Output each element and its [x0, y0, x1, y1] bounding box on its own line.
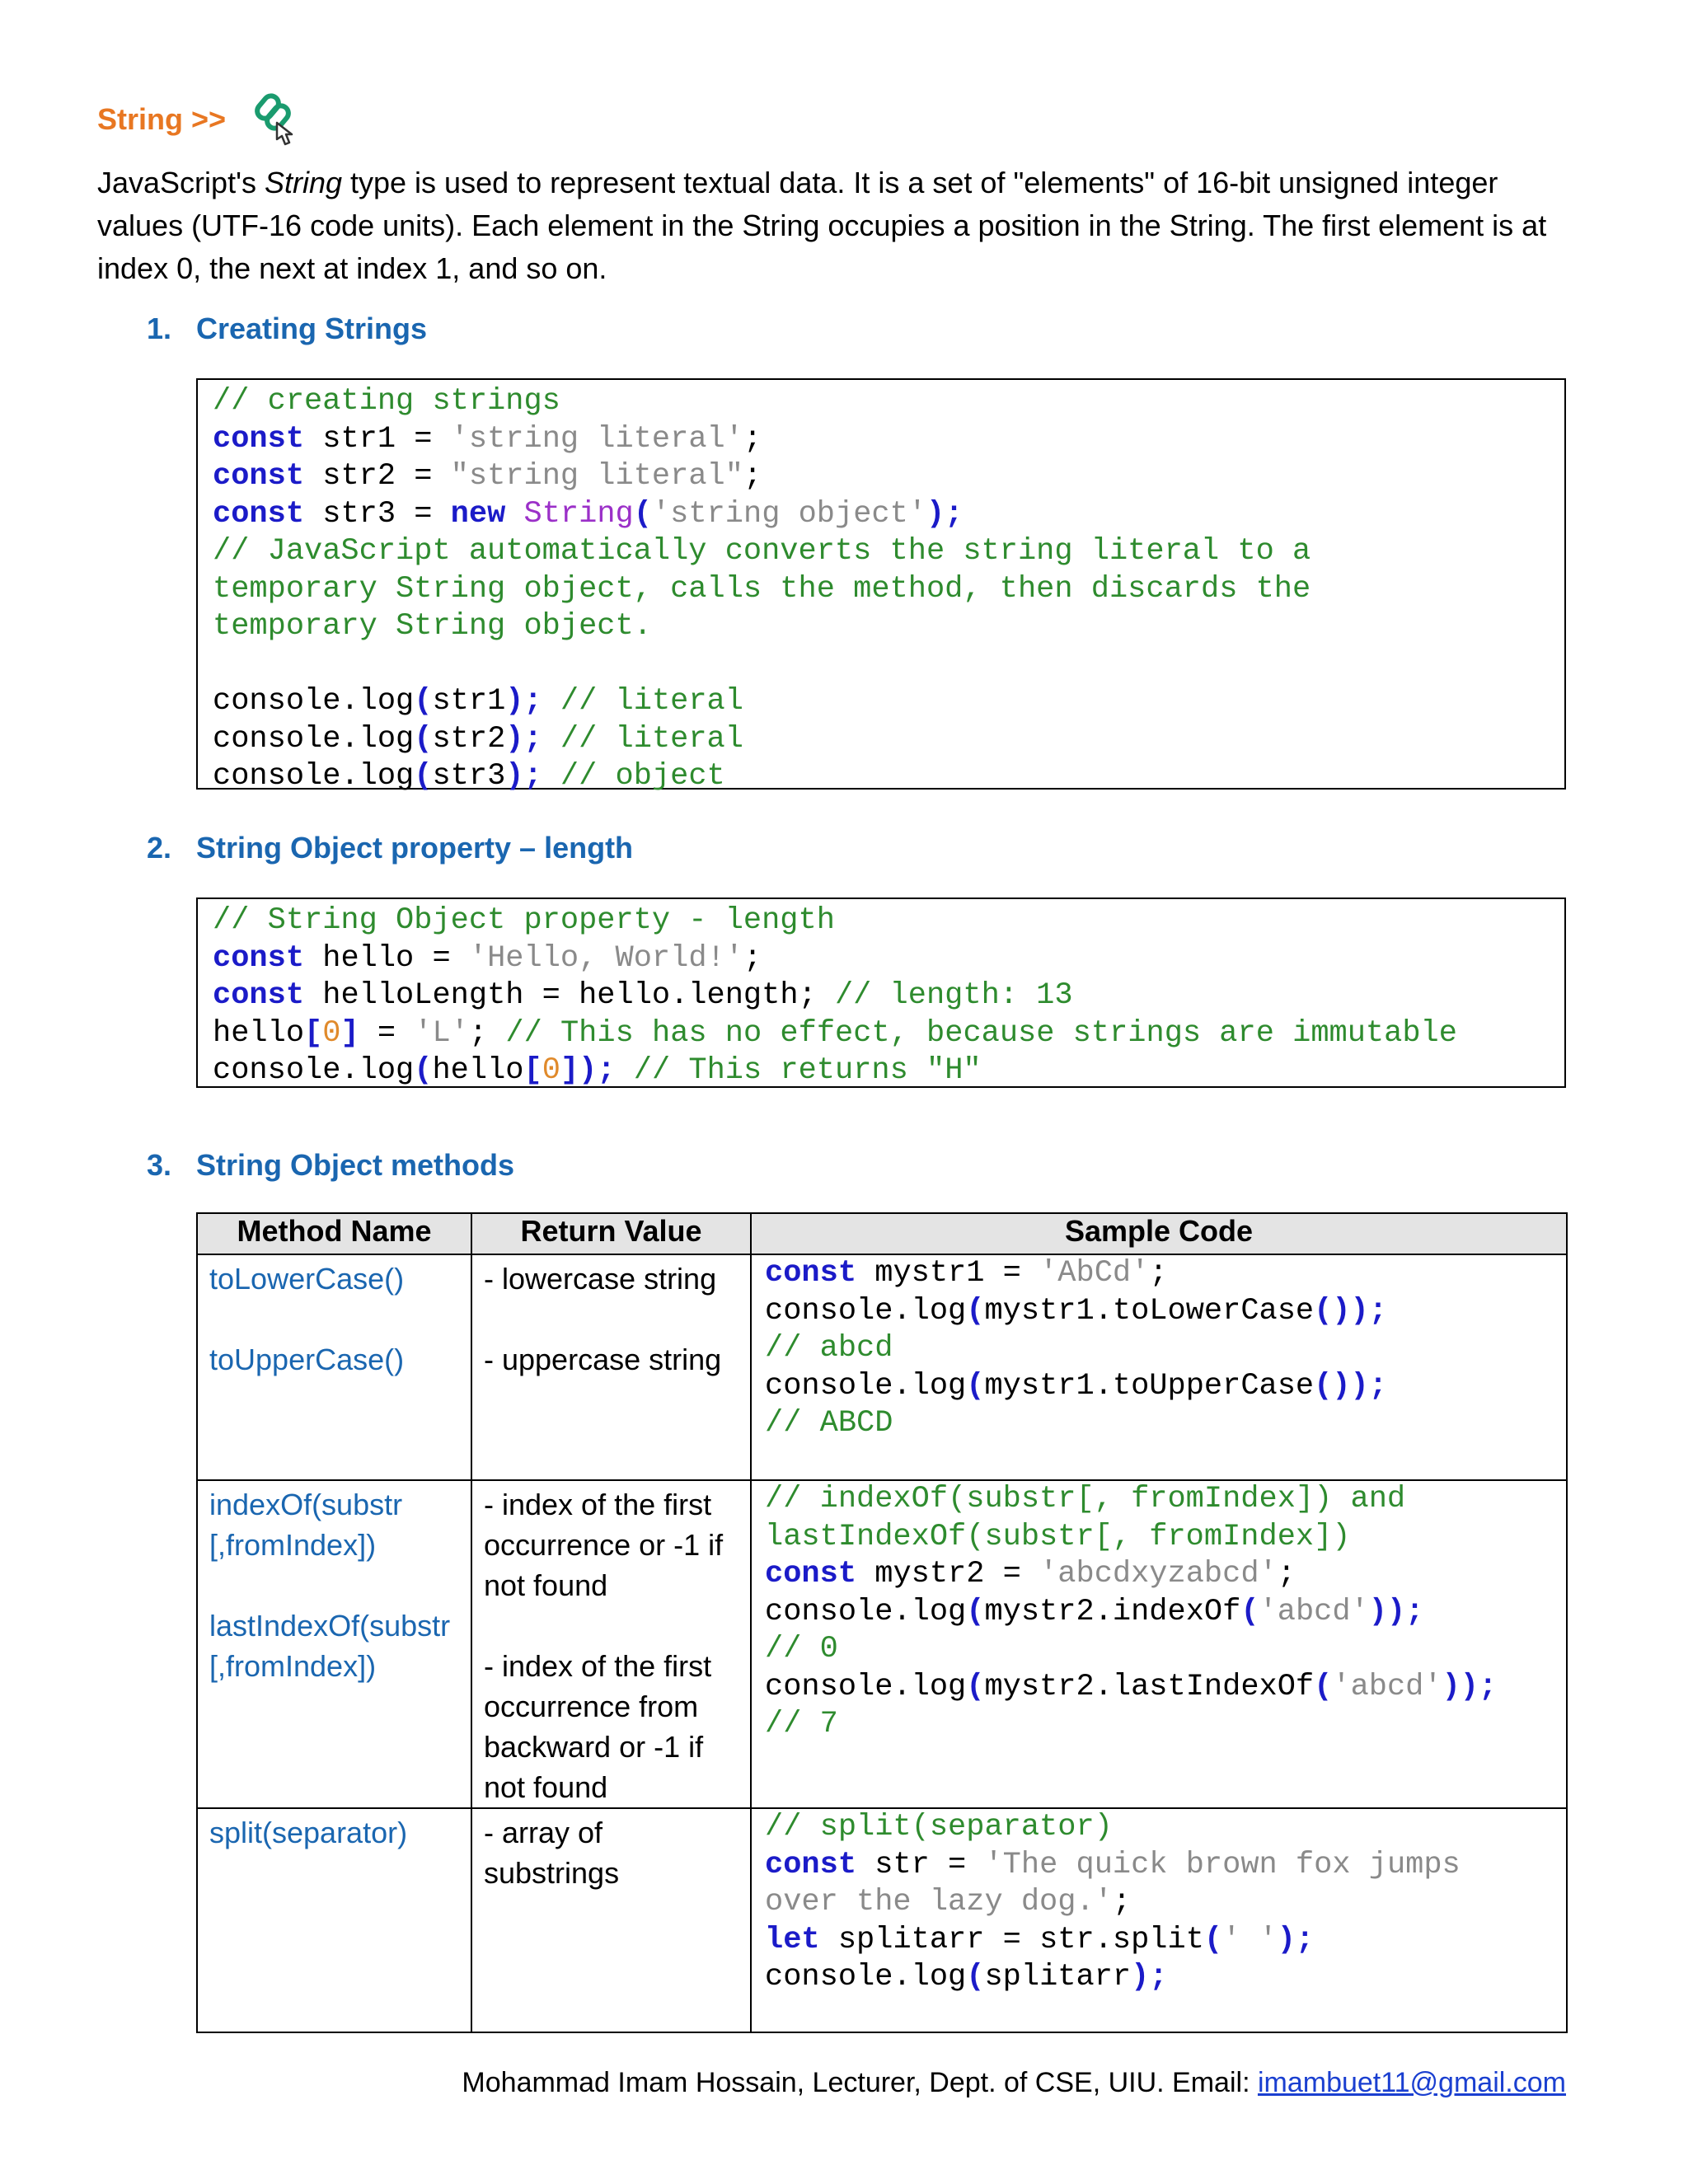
return-value: - index of the first: [484, 1488, 712, 1521]
footer-text: Mohammad Imam Hossain, Lecturer, Dept. of CSE, UIU. Email:: [462, 2067, 1258, 2098]
method-name: indexOf(substr: [209, 1488, 403, 1521]
section-number: 2.: [147, 831, 172, 865]
return-value: not found: [484, 1770, 608, 1804]
return-value: occurrence from: [484, 1690, 699, 1723]
method-name: [,fromIndex]): [209, 1528, 377, 1562]
return-value: - uppercase string: [484, 1343, 722, 1376]
return-value: - array of: [484, 1816, 603, 1849]
return-value: backward or -1 if: [484, 1730, 704, 1764]
method-name: toUpperCase(): [209, 1343, 405, 1376]
column-header-return-value: Return Value: [471, 1213, 751, 1254]
intro-text-start: JavaScript's: [97, 166, 265, 199]
section-heading-methods: [147, 1148, 514, 1183]
return-value-cell: [471, 1254, 751, 1480]
return-value: substrings: [484, 1856, 620, 1890]
return-value: - index of the first: [484, 1649, 712, 1683]
method-name: split(separator): [209, 1816, 408, 1849]
sample-code-cell: [751, 1808, 1567, 2032]
intro-text-end: type is used to represent textual data. It is a set of "elements" of 16-bit unsigned integer values (UTF-16 code units). Each element in the String occupies a position in the String. The first element is at index 0, the next at index 1, and so on.: [97, 166, 1547, 285]
return-value: not found: [484, 1568, 608, 1602]
section-heading-creating-strings: [147, 312, 427, 346]
return-value-cell: [471, 1480, 751, 1808]
return-value: - lowercase string: [484, 1262, 717, 1296]
section-heading-length: [147, 831, 633, 865]
code-block-creating-strings: [196, 378, 1566, 794]
page-title: String >>: [97, 102, 227, 136]
methods-table: [196, 1212, 1568, 2033]
code-block-length: [196, 898, 1566, 1088]
section-title: String Object methods: [196, 1148, 515, 1182]
code-listing: // creating strings const str1 = 'string literal'; const str2 = "string literal"; const str3 = new String('string object'); // JavaScript automatically converts the string literal to a temporary String object, calls the method, then discards the temporary String object. console.log(str1); // literal console.log(str2); // literal console.log(str3); // object: [213, 384, 1311, 794]
method-name: toLowerCase(): [209, 1262, 405, 1296]
table-row: [197, 1254, 1567, 1480]
page-header: [97, 82, 303, 157]
table-header-row: [197, 1213, 1567, 1254]
sample-code-cell: [751, 1480, 1567, 1808]
page-footer: [462, 2067, 1566, 2099]
email-link[interactable]: imambuet11@gmail.com: [1257, 2067, 1566, 2098]
method-name-cell: [197, 1808, 471, 2032]
link-hand-icon[interactable]: [249, 90, 303, 149]
method-name: lastIndexOf(substr: [209, 1609, 451, 1643]
code-listing: // indexOf(substr[, fromIndex]) and lastIndexOf(substr[, fromIndex]) const mystr2 = 'abcdxyzabcd'; console.log(mystr2.indexOf('abcd')); // 0 console.log(mystr2.lastIndexOf('abcd')); // 7: [765, 1482, 1498, 1741]
method-name-cell: [197, 1254, 471, 1480]
return-value: occurrence or -1 if: [484, 1528, 724, 1562]
section-title: String Object property – length: [196, 831, 634, 865]
table-row: [197, 1480, 1567, 1808]
table-row: [197, 1808, 1567, 2032]
column-header-method-name: Method Name: [197, 1213, 471, 1254]
intro-paragraph: [97, 162, 1581, 290]
section-number: 1.: [147, 312, 172, 345]
method-name-cell: [197, 1480, 471, 1808]
sample-code-cell: [751, 1254, 1567, 1480]
intro-emphasis: String: [264, 166, 342, 199]
code-listing: const mystr1 = 'AbCd'; console.log(mystr1.toLowerCase()); // abcd console.log(mystr1.toUpperCase()); // ABCD: [765, 1256, 1387, 1441]
method-name: [,fromIndex]): [209, 1649, 377, 1683]
section-number: 3.: [147, 1148, 172, 1182]
code-listing: // String Object property - length const hello = 'Hello, World!'; const helloLength = hello.length; // length: 13 hello[0] = 'L'; // This has no effect, because strings are immutable console.log(hello[0]); // This returns "H": [213, 903, 1457, 1088]
section-title: Creating Strings: [196, 312, 428, 345]
return-value-cell: [471, 1808, 751, 2032]
column-header-sample-code: Sample Code: [751, 1213, 1567, 1254]
code-listing: // split(separator) const str = 'The quick brown fox jumps over the lazy dog.'; let splitarr = str.split(' '); console.log(splitarr);: [765, 1810, 1461, 1994]
